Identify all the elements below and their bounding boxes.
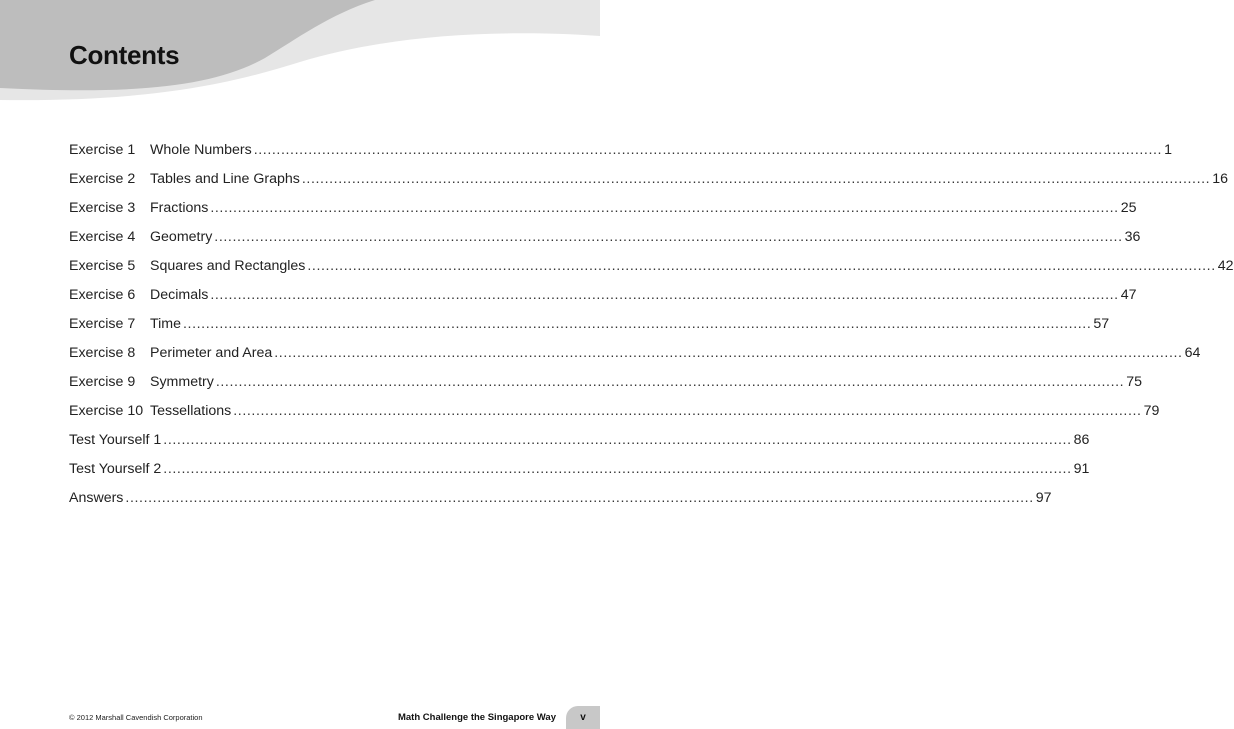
toc-entry xyxy=(69,487,1052,516)
toc-page-number: 1 xyxy=(1164,142,1172,158)
toc-entry-number: Exercise 4 xyxy=(69,229,136,245)
toc-page-number: 16 xyxy=(1212,171,1228,187)
toc-page-number: 57 xyxy=(1093,316,1110,332)
toc-entry xyxy=(69,371,1142,400)
table-of-contents xyxy=(69,139,1234,516)
toc-entry-title: Time xyxy=(150,316,182,332)
toc-page-number: 97 xyxy=(1035,490,1052,506)
toc-page-number: 25 xyxy=(1120,200,1137,216)
footer-right xyxy=(398,706,600,729)
toc-entry xyxy=(69,458,1090,487)
toc-entry-title: Answers xyxy=(69,490,124,506)
toc-page-number: 47 xyxy=(1120,287,1137,303)
toc-dot-leader: ........................................................................................................................................................................................................ xyxy=(210,287,1119,303)
toc-dot-leader: ........................................................................................................................................................................................................ xyxy=(163,432,1072,448)
toc-page-number: 75 xyxy=(1126,374,1142,390)
toc-entry-title: Perimeter and Area xyxy=(150,345,273,361)
toc-entry xyxy=(69,197,1137,226)
toc-dot-leader: ........................................................................................................................................................................................................ xyxy=(210,200,1119,216)
toc-page-number: 91 xyxy=(1073,461,1090,477)
toc-entry-title: Symmetry xyxy=(150,374,214,390)
page-number-tab xyxy=(566,706,600,729)
toc-page-number: 64 xyxy=(1184,345,1201,361)
toc-entry-title: Tessellations xyxy=(150,403,232,419)
toc-entry xyxy=(69,284,1137,313)
toc-entry-number: Exercise 5 xyxy=(69,258,136,274)
toc-entry xyxy=(69,429,1090,458)
toc-entry xyxy=(69,139,1172,168)
toc-entry-number: Exercise 7 xyxy=(69,316,136,332)
toc-entry-number: Exercise 8 xyxy=(69,345,136,361)
toc-page-number: 79 xyxy=(1143,403,1160,419)
toc-entry-title: Test Yourself 2 xyxy=(69,461,162,477)
page-title: Contents xyxy=(69,40,180,70)
toc-dot-leader: ........................................................................................................................................................................................................ xyxy=(274,345,1183,361)
toc-entry-title: Fractions xyxy=(150,200,209,216)
toc-dot-leader: ........................................................................................................................................................................................................ xyxy=(301,171,1211,187)
toc-entry xyxy=(69,255,1234,284)
toc-page-number: 42 xyxy=(1217,258,1234,274)
book-title: Math Challenge the Singapore Way xyxy=(397,712,556,723)
toc-entry-number: Exercise 10 xyxy=(69,403,144,419)
page-number: v xyxy=(580,712,586,723)
toc-entry-number: Exercise 1 xyxy=(69,142,136,158)
toc-entry-title: Test Yourself 1 xyxy=(69,432,162,448)
toc-entry-title: Tables and Line Graphs xyxy=(150,171,300,187)
toc-dot-leader: ........................................................................................................................................................................................................ xyxy=(183,316,1092,332)
toc-entry-title: Squares and Rectangles xyxy=(150,258,306,274)
toc-entry xyxy=(69,400,1160,429)
toc-entry-number: Exercise 6 xyxy=(69,287,136,303)
toc-entry xyxy=(69,168,1228,197)
toc-dot-leader: ........................................................................................................................................................................................................ xyxy=(125,490,1034,506)
toc-dot-leader: ........................................................................................................................................................................................................ xyxy=(214,229,1123,245)
toc-entry-number: Exercise 2 xyxy=(69,171,136,187)
toc-dot-leader: ........................................................................................................................................................................................................ xyxy=(253,142,1163,158)
copyright-notice: © 2012 Marshall Cavendish Corporation xyxy=(69,713,203,722)
toc-entry xyxy=(69,342,1201,371)
toc-entry-title: Geometry xyxy=(150,229,213,245)
toc-dot-leader: ........................................................................................................................................................................................................ xyxy=(307,258,1216,274)
toc-entry xyxy=(69,313,1110,342)
toc-page-number: 86 xyxy=(1073,432,1090,448)
toc-entry-number: Exercise 3 xyxy=(69,200,136,216)
toc-dot-leader: ........................................................................................................................................................................................................ xyxy=(163,461,1072,477)
toc-page-number: 36 xyxy=(1124,229,1141,245)
toc-entry-title: Decimals xyxy=(150,287,209,303)
toc-entry xyxy=(69,226,1141,255)
toc-dot-leader: ........................................................................................................................................................................................................ xyxy=(233,403,1142,419)
toc-entry-number: Exercise 9 xyxy=(69,374,136,390)
toc-dot-leader: ........................................................................................................................................................................................................ xyxy=(215,374,1125,390)
toc-entry-title: Whole Numbers xyxy=(150,142,252,158)
